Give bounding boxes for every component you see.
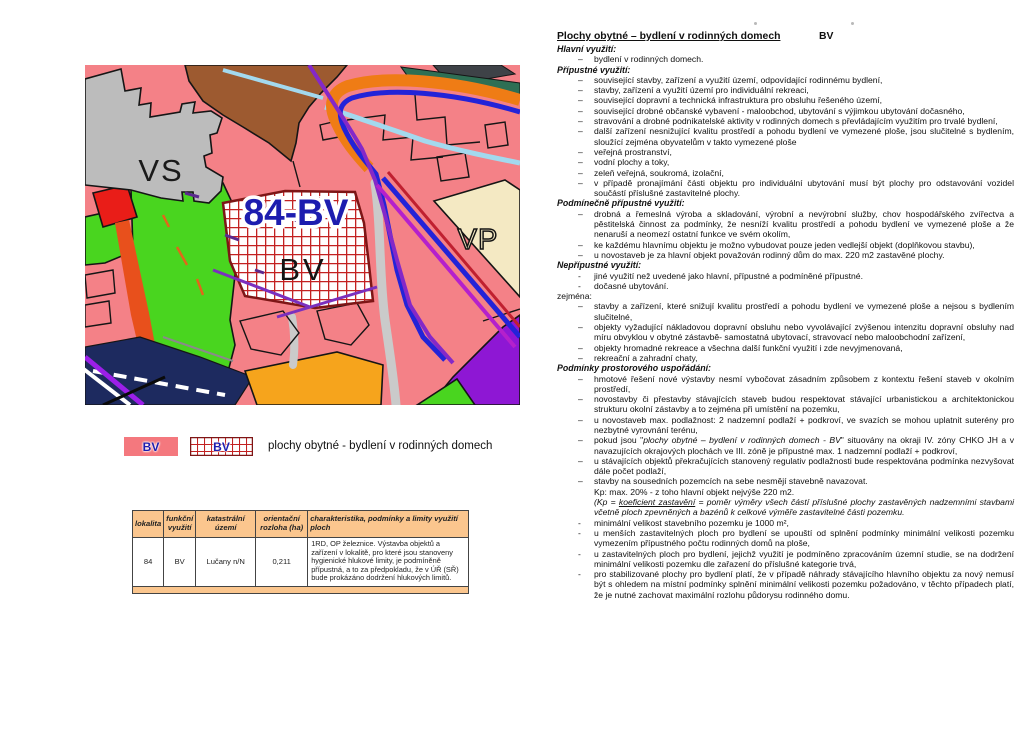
bullet-item	[557, 528, 1014, 549]
bullet-item	[557, 271, 1014, 281]
bullet-marker: –	[578, 239, 583, 250]
bullet-text: související drobné občanské vybavení - maloobchod, ubytování s výjimkou ubytování dočasného,	[594, 105, 965, 116]
bullet-marker: –	[578, 157, 583, 168]
bullet-marker: –	[578, 414, 583, 425]
bullet-marker: –	[578, 322, 583, 333]
bullet-item	[557, 518, 1014, 528]
cell-lokalita: 84	[133, 538, 164, 587]
legend-swatch-bv-pink	[124, 437, 178, 456]
scan-artifact-dot	[851, 22, 854, 25]
bullet-item	[557, 126, 1014, 147]
bullet-item	[557, 569, 1014, 600]
bullet-marker: –	[578, 249, 583, 260]
bullet-text: rekreační a zahradní chaty,	[594, 352, 698, 363]
section-heading: Přípustné využití:	[557, 64, 631, 75]
locality-table	[132, 510, 469, 594]
section-heading: Nepřípustné využití:	[557, 260, 642, 271]
bullet-text: u menších zastavitelných ploch pro bydlení se upouští od splnění podmínky minimální velikosti pozemku vymezením přípustného počtu rodinných domů na ploše,	[594, 527, 1014, 549]
table-row	[133, 538, 469, 587]
bullet-marker: –	[578, 167, 583, 178]
bullet-item	[557, 209, 1014, 240]
bullet-marker: -	[578, 569, 581, 580]
doc-title-row	[557, 31, 1014, 43]
bullet-item	[557, 476, 1014, 486]
bullet-text: související stavby, zařízení a využití území, odpovídající rodinnému bydlení,	[594, 74, 883, 85]
bullet-item	[557, 75, 1014, 85]
cell-funkcni-vyuziti: BV	[164, 538, 196, 587]
bullet-item	[557, 353, 1014, 363]
bullet-text: u novostaveb max. podlažnost: 2 nadzemní podlaží + podkroví, ve svazích se mohou uplatnit suterény pro nezbytné vyrovnání terénu,	[594, 414, 1014, 435]
bullet-item	[557, 157, 1014, 167]
text-line: zejména:	[557, 291, 592, 302]
table-header-row	[133, 511, 469, 538]
bullet-item	[557, 147, 1014, 157]
bullet-marker: -	[578, 527, 581, 538]
bullet-marker: –	[578, 476, 583, 487]
bullet-item	[557, 549, 1014, 570]
map-label-vp: VP	[457, 224, 499, 256]
bullet-text: stavby a zařízení, které snižují kvalitu prostředí a pohodu bydlení ve vymezené ploše a nejsou s bydlením slučitelné,	[594, 301, 1014, 322]
bullet-text: související dopravní a technická infrastruktura pro obsluhu řešeného území,	[594, 95, 883, 106]
bullet-item	[557, 85, 1014, 95]
cell-katastralni-uzemi: Lučany n/N	[196, 538, 256, 587]
bullet-text: u zastavitelných ploch pro bydlení, jejichž využití je podmíněno zpracováním územní studie, se na dodržení minimální velikosti pozemku dle zařazení do příslušné kategorie trvá,	[594, 548, 1014, 569]
bullet-marker: -	[578, 270, 581, 281]
bullet-marker: –	[578, 177, 583, 188]
table-footer-strip	[133, 587, 469, 594]
bullet-text: ke každému hlavnímu objektu je možno vybudovat pouze jeden vedlejší objekt (doplňkovou stavbu),	[594, 239, 975, 250]
legend-swatch-label: BV	[213, 439, 230, 454]
bullet-marker: –	[578, 105, 583, 116]
col-header-katastralni-uzemi: katastrální území	[196, 511, 256, 538]
bullet-text: minimální velikost stavebního pozemku je 1000 m²,	[594, 517, 789, 528]
bullet-text: objekty hromadné rekreace a všechna další funkční využití i zde nevyjmenovaná,	[594, 342, 903, 353]
bullet-item	[557, 95, 1014, 105]
cell-rozloha: 0,211	[256, 538, 308, 587]
bullet-marker: –	[578, 435, 583, 446]
bullet-item	[557, 116, 1014, 126]
bullet-item	[557, 322, 1014, 343]
bullet-item	[557, 168, 1014, 178]
bullet-marker: –	[578, 116, 583, 127]
bullet-item	[557, 281, 1014, 291]
legend-swatch-bv-hatch	[190, 437, 253, 456]
section-heading: Hlavní využití:	[557, 44, 617, 54]
bullet-text: drobná a řemeslná výroba a skladování, výrobní a nevýrobní služby, chov hospodářského zvířectva a pěstitelská činnost za podmínky, že nesníží kvalitu prostředí a pohodu bydlení ve vymezené ploše a že nenaruší a neomezí ostatní funkce ve svém okolím,	[594, 208, 1014, 240]
bullet-marker: –	[578, 146, 583, 157]
bullet-item	[557, 456, 1014, 477]
bullet-item	[557, 394, 1014, 415]
bullet-text: bydlení v rodinných domech.	[594, 54, 704, 65]
bullet-text: vodní plochy a toky,	[594, 157, 670, 168]
bullet-item	[557, 343, 1014, 353]
bullet-text: stavby na sousedních pozemcích na sebe nesmějí stavebně navazovat.	[594, 476, 868, 487]
doc-title: Plochy obytné – bydlení v rodinných domech	[557, 31, 781, 42]
map-label-bv: BV	[279, 252, 327, 287]
col-header-charakteristika: charakteristika, podmínky a limity využití ploch	[308, 511, 469, 538]
bullet-item	[557, 415, 1014, 436]
text-line: (Kp = koeficient zastavění = poměr výměry všech částí příslušné plochy zastavěných nadzemními stavbami včetně ploch zpevněných a bazénů k celkové výměře zastavitelné části pozemku.	[594, 497, 1015, 518]
bullet-marker: –	[578, 208, 583, 219]
bullet-text: stravování a drobné podnikatelské aktivity v rodinných domech s převládajícím využitím pro trvalé bydlení,	[594, 116, 998, 127]
col-header-lokalita: lokalita	[133, 511, 164, 538]
regulation-text	[557, 31, 1014, 600]
bullet-text: dočasné ubytování.	[594, 280, 669, 291]
bullet-item	[557, 54, 1014, 64]
bullet-text: hmotové řešení nové výstavby nesmí vybočovat zásadním způsobem z kontextu řešení staveb v okolním prostředí,	[594, 373, 1014, 394]
bullet-marker: –	[578, 301, 583, 312]
bullet-marker: –	[578, 455, 583, 466]
bullet-item	[557, 301, 1014, 322]
bullet-marker: –	[578, 74, 583, 85]
bullet-item	[557, 250, 1014, 260]
bullet-text: pokud jsou "plochy obytné – bydlení v rodinných domech - BV" situovány na okraji IV. zóny CHKO JH a v navazujících okrajových plochách ve III. zóně je přípustné max. 1 nadzemní podlaží + podkroví,	[594, 435, 1014, 456]
bullet-item	[557, 106, 1014, 116]
legend-text: plochy obytné - bydlení v rodinných domech	[268, 440, 493, 452]
bullet-marker: -	[578, 548, 581, 559]
bullet-item	[557, 435, 1014, 456]
doc-code: BV	[819, 31, 834, 42]
zoning-map	[85, 65, 520, 405]
bullet-item	[557, 240, 1014, 250]
bullet-marker: –	[578, 373, 583, 384]
bullet-text: jiné využití než uvedené jako hlavní, přípustné a podmíněné přípustné.	[594, 270, 863, 281]
bullet-text: objekty vyžadující nákladovou dopravní obsluhu nebo vyvolávající zvýšenou intenzitu dopravní obsluhy nad míru obvyklou v obytné zástavbě- samostatná ubytovací, stravovací nebo maloobchodní zařízení,	[594, 322, 1014, 343]
bullet-marker: –	[578, 342, 583, 353]
bullet-text: v případě pronajímání části objektu pro individuální ubytování musí být plochy pro odstavování vozidel součástí příslušné zastavitelné plochy.	[594, 177, 1014, 199]
bullet-marker: –	[578, 85, 583, 96]
bullet-text: u novostaveb je za hlavní objekt považován rodinný dům do max. 220 m2 zastavěné plochy.	[594, 249, 945, 260]
col-header-funkcni-vyuziti: funkční využití	[164, 511, 196, 538]
legend-swatch-label: BV	[142, 439, 160, 454]
text-line: Kp: max. 20% - z toho hlavní objekt nejvýše 220 m2.	[594, 486, 795, 497]
bullet-marker: –	[578, 394, 583, 405]
bullet-marker: –	[578, 54, 583, 65]
section-heading: Podmínky prostorového uspořádání:	[557, 363, 711, 374]
bullet-marker: –	[578, 352, 583, 363]
section-heading: Podmínečně přípustné využití:	[557, 198, 685, 209]
bullet-text: u stávajících objektů překračujících stanovený regulativ podlažnosti bude respektována podmínka nezvyšovat dále počet podlaží,	[594, 455, 1014, 477]
map-label-84bv: 84-BV	[243, 192, 349, 233]
bullet-marker: –	[578, 95, 583, 106]
bullet-item	[557, 374, 1014, 395]
map-label-vs: VS	[138, 153, 184, 188]
scan-artifact-dot	[754, 22, 757, 25]
doc-blocks	[557, 44, 1014, 600]
bullet-item	[557, 178, 1014, 199]
bullet-marker: -	[578, 517, 581, 528]
bullet-text: další zařízení nesnižující kvalitu prostředí a pohodu bydlení ve vymezené ploše, jsou slučitelné s bydlením, sloužící zejména obyvatelům v takto vymezené ploše	[594, 126, 1014, 147]
zoning-map-svg	[85, 65, 520, 405]
bullet-marker: -	[578, 280, 581, 291]
bullet-text: veřejná prostranství,	[594, 146, 672, 157]
bullet-text: pro stabilizované plochy pro bydlení platí, že v případě náhrady stávajícího hlavního objektu za nový nemusí být s ohledem na místní podmínky splnění minimální velikosti pozemku požadováno, v těchto případech platí, že je nutné zachovat maximální rozlohu půdorysu rodinného domu.	[594, 569, 1014, 600]
bullet-text: novostavby či přestavby stávajících staveb budou respektovat stávající urbanistickou a architektonickou strukturu okolní zástavby a to zejména při umístění na pozemku,	[594, 394, 1014, 415]
col-header-rozloha: orientační rozloha (ha)	[256, 511, 308, 538]
bullet-text: zeleň veřejná, soukromá, izolační,	[594, 167, 724, 178]
bullet-marker: –	[578, 126, 583, 137]
bullet-text: stavby, zařízení a využití území pro individuální rekreaci,	[594, 85, 809, 96]
cell-charakteristika: 1RD, OP železnice. Výstavba objektů a zařízení v lokalitě, pro které jsou stanoveny hygienické hlukové limity, je podmíněně přípustná, a to za předpokladu, že v ÚŘ (SŘ) bude prokázáno dodržení hlukových limitů.	[308, 538, 469, 587]
